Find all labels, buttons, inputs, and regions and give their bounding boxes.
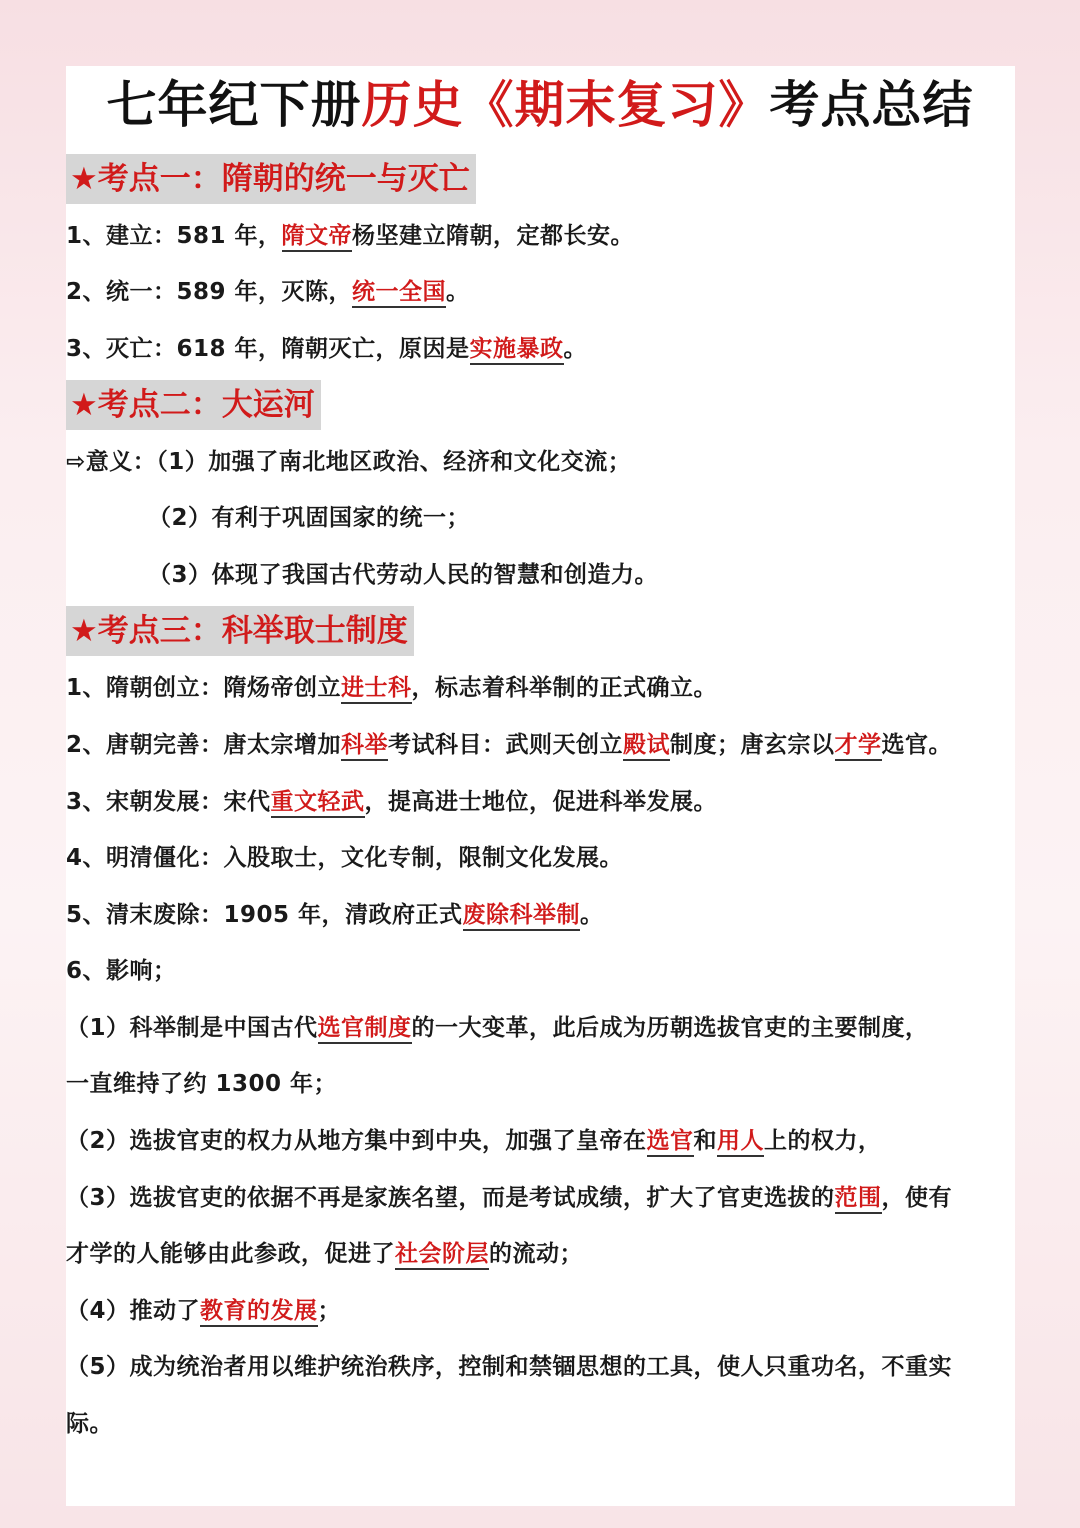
- key-term: 进士科: [341, 675, 412, 704]
- key-term: 才学: [835, 732, 882, 761]
- page-title: [0, 72, 1080, 138]
- text-segment: 3、灭亡：618 年，隋朝灭亡，原因是: [66, 336, 470, 362]
- text-segment: 的流动；: [489, 1241, 583, 1267]
- key-term: 用人: [717, 1128, 764, 1157]
- title-part-2: 历史《期末复习》: [361, 75, 770, 134]
- text-segment: （2）选拔官吏的权力从地方集中到中央，加强了皇帝在: [66, 1128, 647, 1154]
- text-segment: 2、统一：589 年，灭陈，: [66, 279, 353, 305]
- section-heading-2: ★考点二：大运河: [66, 380, 321, 430]
- text-line: ⇨意义：（1）加强了南北地区政治、经济和文化交流；: [66, 449, 632, 475]
- text-segment: 2、唐朝完善：唐太宗增加: [66, 732, 342, 758]
- text-line: [66, 332, 587, 366]
- text-segment: ，使有: [881, 1185, 953, 1211]
- text-line: 一直维持了约 1300 年；: [66, 1071, 338, 1097]
- text-segment: 选官。: [881, 732, 953, 758]
- key-term: 社会阶层: [395, 1241, 489, 1270]
- text-segment: ；: [317, 1298, 342, 1324]
- text-line: 4、明清僵化：入股取士，文化专制，限制文化发展。: [66, 845, 624, 871]
- text-line: [66, 1181, 952, 1215]
- text-line: 6、影响；: [66, 958, 177, 984]
- text-segment: 杨坚建立隋朝，定都长安。: [352, 223, 635, 249]
- key-term: 范围: [835, 1185, 882, 1214]
- key-term: 殿试: [623, 732, 670, 761]
- text-segment: 的一大变革，此后成为历朝选拔官吏的主要制度，: [411, 1015, 929, 1041]
- text-line: [66, 1124, 882, 1158]
- key-term: 废除科举制: [463, 902, 581, 931]
- text-line: （5）成为统治者用以维护统治秩序，控制和禁锢思想的工具，使人只重功名，不重实: [66, 1354, 953, 1380]
- text-line: [66, 671, 717, 705]
- text-segment: 上的权力，: [764, 1128, 882, 1154]
- key-term: 教育的发展: [200, 1298, 318, 1327]
- key-term: 选官制度: [318, 1015, 412, 1044]
- text-segment: 3、宋朝发展：宋代: [66, 789, 271, 815]
- text-line: [66, 275, 470, 309]
- key-term: 科举: [341, 732, 388, 761]
- key-term: 重文轻武: [271, 789, 365, 818]
- text-segment: ，标志着科举制的正式确立。: [411, 675, 718, 701]
- key-term: 实施暴政: [470, 336, 564, 365]
- text-segment: ，提高进士地位，促进科举发展。: [364, 789, 718, 815]
- text-segment: （4）推动了: [66, 1298, 201, 1324]
- text-line: 际。: [66, 1411, 113, 1437]
- text-line: [66, 1237, 583, 1271]
- key-term: 统一全国: [352, 279, 446, 308]
- text-line: （3）体现了我国古代劳动人民的智慧和创造力。: [148, 562, 659, 588]
- text-line: [66, 1294, 341, 1328]
- text-line: [66, 898, 604, 932]
- text-segment: 。: [446, 279, 470, 305]
- text-line: [66, 728, 952, 762]
- text-segment: 。: [580, 902, 604, 928]
- text-segment: 。: [563, 336, 588, 362]
- title-part-3: 考点总结: [769, 75, 974, 134]
- text-line: （2）有利于巩固国家的统一；: [148, 505, 471, 531]
- text-line: [66, 785, 717, 819]
- text-line: [66, 219, 634, 253]
- section-heading-3: ★考点三：科举取士制度: [66, 606, 414, 656]
- key-term: 隋文帝: [282, 223, 353, 252]
- text-segment: 5、清末废除：1905 年，清政府正式: [66, 902, 463, 928]
- text-segment: 制度；唐玄宗以: [670, 732, 835, 758]
- text-segment: 考试科目：武则天创立: [388, 732, 624, 758]
- key-term: 选官: [647, 1128, 694, 1157]
- title-part-1: 七年纪下册: [106, 75, 362, 134]
- text-segment: （3）选拔官吏的依据不再是家族名望，而是考试成绩，扩大了官吏选拔的: [66, 1185, 835, 1211]
- text-segment: 才学的人能够由此参政，促进了: [66, 1241, 395, 1267]
- text-segment: （1）科举制是中国古代: [66, 1015, 318, 1041]
- section-heading-1: ★考点一：隋朝的统一与灭亡: [66, 154, 476, 204]
- text-segment: 1、隋朝创立：隋炀帝创立: [66, 675, 342, 701]
- text-segment: 和: [693, 1128, 718, 1154]
- text-segment: 1、建立：581 年，: [66, 223, 282, 249]
- text-line: [66, 1011, 929, 1045]
